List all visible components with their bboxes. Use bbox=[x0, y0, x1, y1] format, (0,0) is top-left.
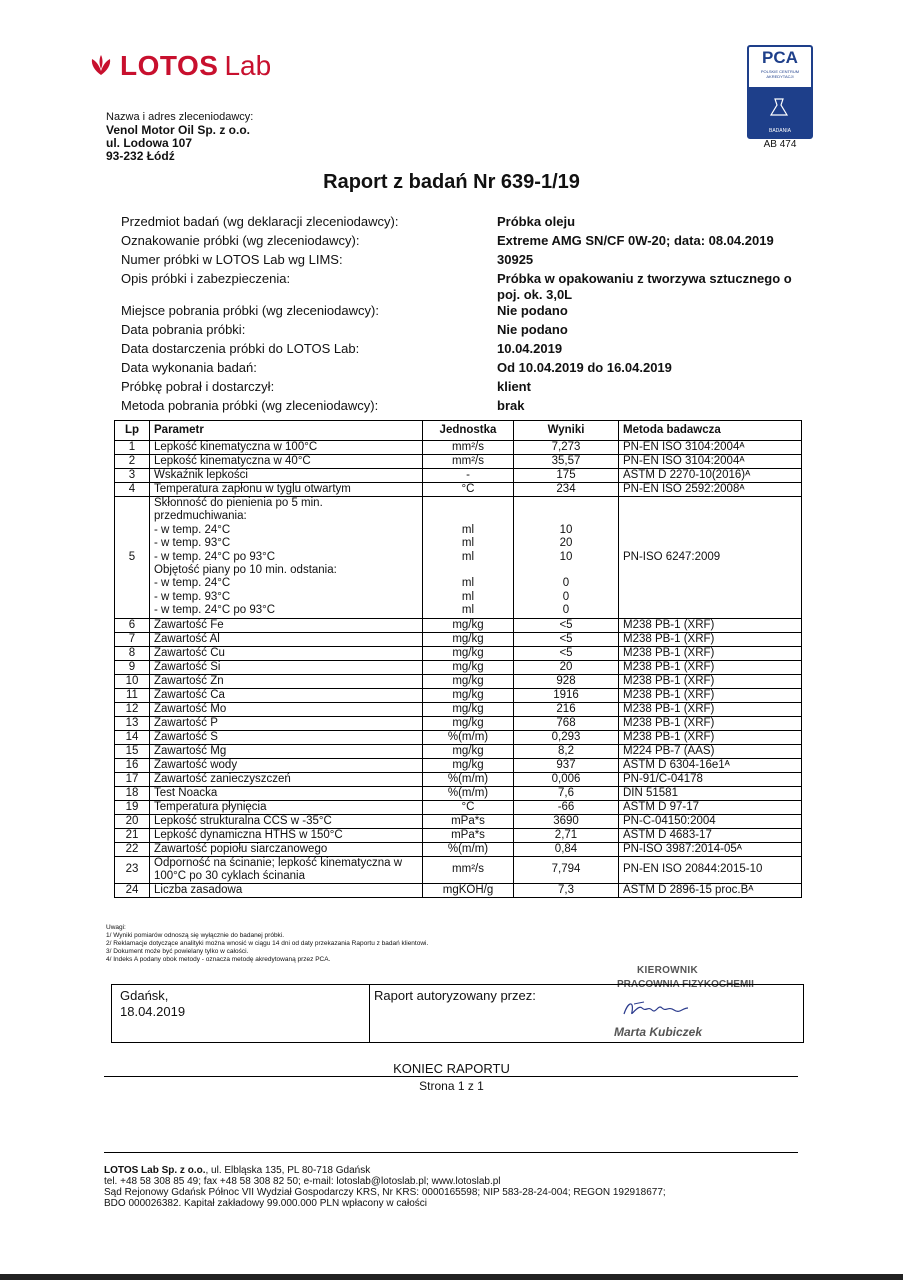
cell-jednostka: - bbox=[423, 469, 514, 483]
info-value: Próbka oleju bbox=[497, 214, 576, 229]
cell-parametr: Zawartość Mo bbox=[150, 702, 423, 716]
cell-wyniki: 0,293 bbox=[514, 730, 619, 744]
cell-metoda: ASTM D 6304-16e1ᴬ bbox=[619, 758, 802, 772]
cell-metoda: M238 PB-1 (XRF) bbox=[619, 688, 802, 702]
cell-parametr: Liczba zasadowa bbox=[150, 883, 423, 897]
table-row bbox=[115, 842, 802, 856]
info-label: Data wykonania badań: bbox=[121, 360, 257, 375]
cell-lp: 12 bbox=[115, 702, 150, 716]
place-date-cell bbox=[112, 985, 370, 1042]
cell-jednostka: mg/kg bbox=[423, 716, 514, 730]
cell-parametr: Lepkość kinematyczna w 100°C bbox=[150, 441, 423, 455]
cell-lp: 6 bbox=[115, 618, 150, 632]
cell-lp: 19 bbox=[115, 800, 150, 814]
cell-jednostka: mg/kg bbox=[423, 646, 514, 660]
cell-parametr: Zawartość Mg bbox=[150, 744, 423, 758]
cell-wyniki: -66 bbox=[514, 800, 619, 814]
cell-lp: 10 bbox=[115, 674, 150, 688]
cell-wyniki: 3690 bbox=[514, 814, 619, 828]
cell-parametr: Odporność na ścinanie; lepkość kinematyczna w 100°C po 30 cyklach ścinania bbox=[150, 856, 423, 883]
footer-line-2: tel. +48 58 308 85 49; fax +48 58 308 82 50; e-mail: lotoslab@lotoslab.pl; www.lotoslab.pl bbox=[104, 1176, 501, 1187]
cell-metoda: PN-EN ISO 3104:2004ᴬ bbox=[619, 441, 802, 455]
footer-line-4: BDO 000026382. Kapitał zakładowy 99.000.000 PLN wpłacony w całości bbox=[104, 1198, 427, 1209]
cell-jednostka: mPa*s bbox=[423, 814, 514, 828]
info-value: Nie podano bbox=[497, 322, 568, 337]
cell-lp: 7 bbox=[115, 632, 150, 646]
report-title: Raport z badań Nr 639-1/19 bbox=[323, 171, 580, 193]
cell-metoda: ASTM D 2896-15 proc.Bᴬ bbox=[619, 883, 802, 897]
info-row bbox=[121, 252, 807, 271]
table-row bbox=[115, 828, 802, 842]
cell-jednostka: mgKOH/g bbox=[423, 883, 514, 897]
cell-metoda: PN-EN ISO 3104:2004ᴬ bbox=[619, 455, 802, 469]
cell-lp: 5 bbox=[115, 497, 150, 619]
table-row bbox=[115, 674, 802, 688]
table-row bbox=[115, 744, 802, 758]
client-name: Venol Motor Oil Sp. z o.o. bbox=[106, 123, 250, 137]
table-row bbox=[115, 800, 802, 814]
cell-metoda: M238 PB-1 (XRF) bbox=[619, 660, 802, 674]
info-value: klient bbox=[497, 379, 531, 394]
cell-metoda: M238 PB-1 (XRF) bbox=[619, 618, 802, 632]
pca-code: AB 474 bbox=[763, 139, 797, 150]
cell-wyniki: 7,6 bbox=[514, 786, 619, 800]
cell-lp: 24 bbox=[115, 883, 150, 897]
cell-jednostka: mg/kg bbox=[423, 618, 514, 632]
cell-wyniki: 7,794 bbox=[514, 856, 619, 883]
table-row bbox=[115, 856, 802, 883]
cell-jednostka: mm²/s bbox=[423, 455, 514, 469]
sample-info bbox=[121, 214, 807, 417]
col-jednostka: Jednostka bbox=[423, 421, 514, 441]
table-row bbox=[115, 632, 802, 646]
footer bbox=[104, 1165, 666, 1209]
place: Gdańsk, bbox=[120, 988, 169, 1003]
cell-jednostka: ml ml ml ml ml ml bbox=[423, 497, 514, 619]
results-table bbox=[114, 420, 802, 898]
table-row bbox=[115, 688, 802, 702]
footer-divider bbox=[104, 1152, 798, 1153]
cell-lp: 11 bbox=[115, 688, 150, 702]
info-row bbox=[121, 303, 807, 322]
cell-wyniki: 10 20 10 0 0 0 bbox=[514, 497, 619, 619]
cell-wyniki: 35,57 bbox=[514, 455, 619, 469]
cell-wyniki: 1916 bbox=[514, 688, 619, 702]
pca-accreditation-logo bbox=[747, 45, 813, 139]
info-row bbox=[121, 214, 807, 233]
cell-parametr: Zawartość Ca bbox=[150, 688, 423, 702]
info-label: Metoda pobrania próbki (wg zleceniodawcy): bbox=[121, 398, 379, 413]
cell-parametr: Zawartość Si bbox=[150, 660, 423, 674]
footer-company: LOTOS Lab Sp. z o.o. bbox=[104, 1165, 206, 1176]
cell-parametr: Lepkość kinematyczna w 40°C bbox=[150, 455, 423, 469]
info-label: Oznakowanie próbki (wg zleceniodawcy): bbox=[121, 233, 360, 248]
cell-wyniki: 7,3 bbox=[514, 883, 619, 897]
cell-lp: 4 bbox=[115, 483, 150, 497]
cell-lp: 13 bbox=[115, 716, 150, 730]
cell-lp: 23 bbox=[115, 856, 150, 883]
cell-metoda: M238 PB-1 (XRF) bbox=[619, 716, 802, 730]
cell-metoda: M238 PB-1 (XRF) bbox=[619, 730, 802, 744]
table-row bbox=[115, 455, 802, 469]
lotos-flower-icon bbox=[86, 51, 116, 81]
table-row bbox=[115, 758, 802, 772]
footer-line-3: Sąd Rejonowy Gdańsk Północ VII Wydział Gospodarczy KRS, Nr KRS: 0000165598; NIP 583-28-24-004; REGON 192918677; bbox=[104, 1187, 666, 1198]
cell-wyniki: <5 bbox=[514, 618, 619, 632]
page-number: Strona 1 z 1 bbox=[419, 1079, 484, 1093]
cell-wyniki: 8,2 bbox=[514, 744, 619, 758]
stamp-name: Marta Kubiczek bbox=[614, 1025, 703, 1039]
cell-jednostka: mg/kg bbox=[423, 632, 514, 646]
note-line: Uwagi: bbox=[106, 924, 126, 931]
info-label: Miejsce pobrania próbki (wg zleceniodawcy): bbox=[121, 303, 379, 318]
cell-wyniki: 2,71 bbox=[514, 828, 619, 842]
cell-parametr: Zawartość Cu bbox=[150, 646, 423, 660]
cell-parametr: Zawartość P bbox=[150, 716, 423, 730]
cell-jednostka: %(m/m) bbox=[423, 842, 514, 856]
col-metoda: Metoda badawcza bbox=[619, 421, 802, 441]
scan-edge bbox=[0, 1274, 903, 1280]
results-header-row bbox=[115, 421, 802, 441]
cell-metoda: ASTM D 2270-10(2016)ᴬ bbox=[619, 469, 802, 483]
cell-wyniki: 175 bbox=[514, 469, 619, 483]
cell-jednostka: %(m/m) bbox=[423, 730, 514, 744]
cell-wyniki: 7,273 bbox=[514, 441, 619, 455]
note-line: 4/ Indeks A podany obok metody - oznacza metodę akredytowaną przez PCA. bbox=[106, 956, 331, 963]
cell-lp: 1 bbox=[115, 441, 150, 455]
pca-band-label: BADANIA bbox=[769, 128, 791, 134]
flask-icon bbox=[749, 91, 809, 125]
col-lp: Lp bbox=[115, 421, 150, 441]
cell-parametr: Lepkość dynamiczna HTHS w 150°C bbox=[150, 828, 423, 842]
cell-parametr: Test Noacka bbox=[150, 786, 423, 800]
table-row bbox=[115, 702, 802, 716]
cell-lp: 18 bbox=[115, 786, 150, 800]
cell-jednostka: mPa*s bbox=[423, 828, 514, 842]
cell-parametr: Zawartość S bbox=[150, 730, 423, 744]
cell-metoda: M224 PB-7 (AAS) bbox=[619, 744, 802, 758]
cell-lp: 3 bbox=[115, 469, 150, 483]
cell-parametr: Wskaźnik lepkości bbox=[150, 469, 423, 483]
info-label: Data pobrania próbki: bbox=[121, 322, 246, 337]
info-value: brak bbox=[497, 398, 525, 413]
info-row bbox=[121, 341, 807, 360]
info-row bbox=[121, 271, 807, 303]
cell-metoda: M238 PB-1 (XRF) bbox=[619, 646, 802, 660]
note-line: 1/ Wyniki pomiarów odnoszą się wyłącznie do badanej próbki. bbox=[106, 932, 285, 939]
info-value: Od 10.04.2019 do 16.04.2019 bbox=[497, 360, 672, 375]
table-row bbox=[115, 730, 802, 744]
cell-wyniki: 928 bbox=[514, 674, 619, 688]
cell-wyniki: 216 bbox=[514, 702, 619, 716]
end-of-report: KONIEC RAPORTU bbox=[393, 1061, 510, 1076]
cell-metoda: M238 PB-1 (XRF) bbox=[619, 674, 802, 688]
info-row bbox=[121, 379, 807, 398]
cell-parametr: Zawartość Fe bbox=[150, 618, 423, 632]
table-row bbox=[115, 483, 802, 497]
info-label: Numer próbki w LOTOS Lab wg LIMS: bbox=[121, 252, 343, 267]
cell-lp: 21 bbox=[115, 828, 150, 842]
cell-metoda: M238 PB-1 (XRF) bbox=[619, 632, 802, 646]
cell-jednostka: mg/kg bbox=[423, 758, 514, 772]
cell-jednostka: %(m/m) bbox=[423, 772, 514, 786]
cell-wyniki: 768 bbox=[514, 716, 619, 730]
authorized-label: Raport autoryzowany przez: bbox=[374, 988, 536, 1003]
cell-metoda: ASTM D 4683-17 bbox=[619, 828, 802, 842]
logo-suffix: Lab bbox=[224, 50, 272, 81]
info-value: 30925 bbox=[497, 252, 534, 267]
cell-lp: 15 bbox=[115, 744, 150, 758]
cell-jednostka: °C bbox=[423, 483, 514, 497]
info-row bbox=[121, 233, 807, 252]
cell-metoda: PN-91/C-04178 bbox=[619, 772, 802, 786]
table-row bbox=[115, 814, 802, 828]
cell-wyniki: <5 bbox=[514, 646, 619, 660]
cell-jednostka: mg/kg bbox=[423, 702, 514, 716]
cell-lp: 9 bbox=[115, 660, 150, 674]
cell-jednostka: mm²/s bbox=[423, 856, 514, 883]
info-row bbox=[121, 360, 807, 379]
footer-line-1 bbox=[104, 1165, 666, 1176]
cell-jednostka: °C bbox=[423, 800, 514, 814]
info-row bbox=[121, 398, 807, 417]
pca-band bbox=[749, 87, 811, 137]
table-row bbox=[115, 786, 802, 800]
client-address bbox=[106, 111, 253, 163]
table-row bbox=[115, 883, 802, 897]
col-wyniki: Wyniki bbox=[514, 421, 619, 441]
cell-jednostka: mg/kg bbox=[423, 674, 514, 688]
client-street: ul. Lodowa 107 bbox=[106, 136, 193, 150]
cell-parametr: Zawartość zanieczyszczeń bbox=[150, 772, 423, 786]
note-line: 3/ Dokument może być powielany tylko w całości. bbox=[106, 948, 249, 955]
table-row bbox=[115, 772, 802, 786]
cell-metoda: PN-ISO 6247:2009 bbox=[619, 497, 802, 619]
client-label: Nazwa i adres zleceniodawcy: bbox=[106, 111, 254, 123]
cell-metoda: DIN 51581 bbox=[619, 786, 802, 800]
cell-parametr: Temperatura zapłonu w tyglu otwartym bbox=[150, 483, 423, 497]
pca-subtitle: POLSKIE CENTRUM AKREDYTACJI bbox=[760, 69, 800, 79]
table-row bbox=[115, 618, 802, 632]
cell-wyniki: 234 bbox=[514, 483, 619, 497]
note-line: 2/ Reklamacje dotyczące analityki można wnosić w ciągu 14 dni od daty przekazania Raportu z badań klientowi. bbox=[106, 940, 429, 947]
cell-jednostka: mg/kg bbox=[423, 688, 514, 702]
cell-parametr: Temperatura płynięcia bbox=[150, 800, 423, 814]
info-value: Próbka w opakowaniu z tworzywa sztucznego o poj. ok. 3,0L bbox=[497, 271, 792, 302]
cell-metoda: PN-EN ISO 2592:2008ᴬ bbox=[619, 483, 802, 497]
cell-jednostka: mg/kg bbox=[423, 660, 514, 674]
cell-lp: 20 bbox=[115, 814, 150, 828]
cell-lp: 16 bbox=[115, 758, 150, 772]
place-date bbox=[120, 988, 185, 1020]
info-value: Extreme AMG SN/CF 0W-20; data: 08.04.2019 bbox=[497, 233, 774, 248]
table-row bbox=[115, 497, 802, 619]
client-city: 93-232 Łódź bbox=[106, 149, 175, 163]
cell-metoda: M238 PB-1 (XRF) bbox=[619, 702, 802, 716]
cell-wyniki: 0,006 bbox=[514, 772, 619, 786]
info-label: Przedmiot badań (wg deklaracji zleceniodawcy): bbox=[121, 214, 399, 229]
cell-parametr: Zawartość wody bbox=[150, 758, 423, 772]
table-row bbox=[115, 660, 802, 674]
info-value: 10.04.2019 bbox=[497, 341, 563, 356]
cell-parametr: Zawartość Al bbox=[150, 632, 423, 646]
cell-jednostka: mm²/s bbox=[423, 441, 514, 455]
cell-lp: 14 bbox=[115, 730, 150, 744]
cell-wyniki: 937 bbox=[514, 758, 619, 772]
cell-metoda: PN-C-04150:2004 bbox=[619, 814, 802, 828]
cell-jednostka: %(m/m) bbox=[423, 786, 514, 800]
cell-lp: 22 bbox=[115, 842, 150, 856]
info-row bbox=[121, 322, 807, 341]
logo-name: LOTOS bbox=[120, 50, 219, 81]
cell-lp: 17 bbox=[115, 772, 150, 786]
end-divider bbox=[104, 1076, 798, 1077]
col-parametr: Parametr bbox=[150, 421, 423, 441]
lotos-lab-logo bbox=[86, 48, 271, 84]
table-row bbox=[115, 646, 802, 660]
cell-metoda: ASTM D 97-17 bbox=[619, 800, 802, 814]
report-date: 18.04.2019 bbox=[120, 1004, 186, 1019]
footer-address: , ul. Elbląska 135, PL 80-718 Gdańsk bbox=[205, 1165, 371, 1176]
notes bbox=[106, 924, 428, 964]
info-label: Próbkę pobrał i dostarczył: bbox=[121, 379, 275, 394]
handwritten-signature bbox=[620, 996, 710, 1022]
cell-wyniki: 0,84 bbox=[514, 842, 619, 856]
table-row bbox=[115, 716, 802, 730]
cell-metoda: PN-ISO 3987:2014-05ᴬ bbox=[619, 842, 802, 856]
cell-metoda: PN-EN ISO 20844:2015-10 bbox=[619, 856, 802, 883]
info-label: Data dostarczenia próbki do LOTOS Lab: bbox=[121, 341, 360, 356]
table-row bbox=[115, 441, 802, 455]
cell-lp: 2 bbox=[115, 455, 150, 469]
stamp-subtitle: PRACOWNIA FIZYKOCHEMII bbox=[617, 979, 754, 990]
cell-parametr: Lepkość strukturalna CCS w -35°C bbox=[150, 814, 423, 828]
pca-title: PCA bbox=[762, 48, 798, 67]
info-label: Opis próbki i zabezpieczenia: bbox=[121, 271, 291, 286]
cell-parametr: Skłonność do pienienia po 5 min. przedmuchiwania: - w temp. 24°C - w temp. 93°C - w temp. 24°C po 93°C Objętość piany po 10 min. odstania: - w temp. 24°C - w temp. 93°C - w temp. 24°C po 93°C bbox=[150, 497, 423, 619]
table-row bbox=[115, 469, 802, 483]
stamp-title: KIEROWNIK bbox=[637, 965, 699, 976]
cell-wyniki: <5 bbox=[514, 632, 619, 646]
cell-jednostka: mg/kg bbox=[423, 744, 514, 758]
cell-lp: 8 bbox=[115, 646, 150, 660]
info-value: Nie podano bbox=[497, 303, 568, 318]
cell-parametr: Zawartość popiołu siarczanowego bbox=[150, 842, 423, 856]
cell-wyniki: 20 bbox=[514, 660, 619, 674]
cell-parametr: Zawartość Zn bbox=[150, 674, 423, 688]
